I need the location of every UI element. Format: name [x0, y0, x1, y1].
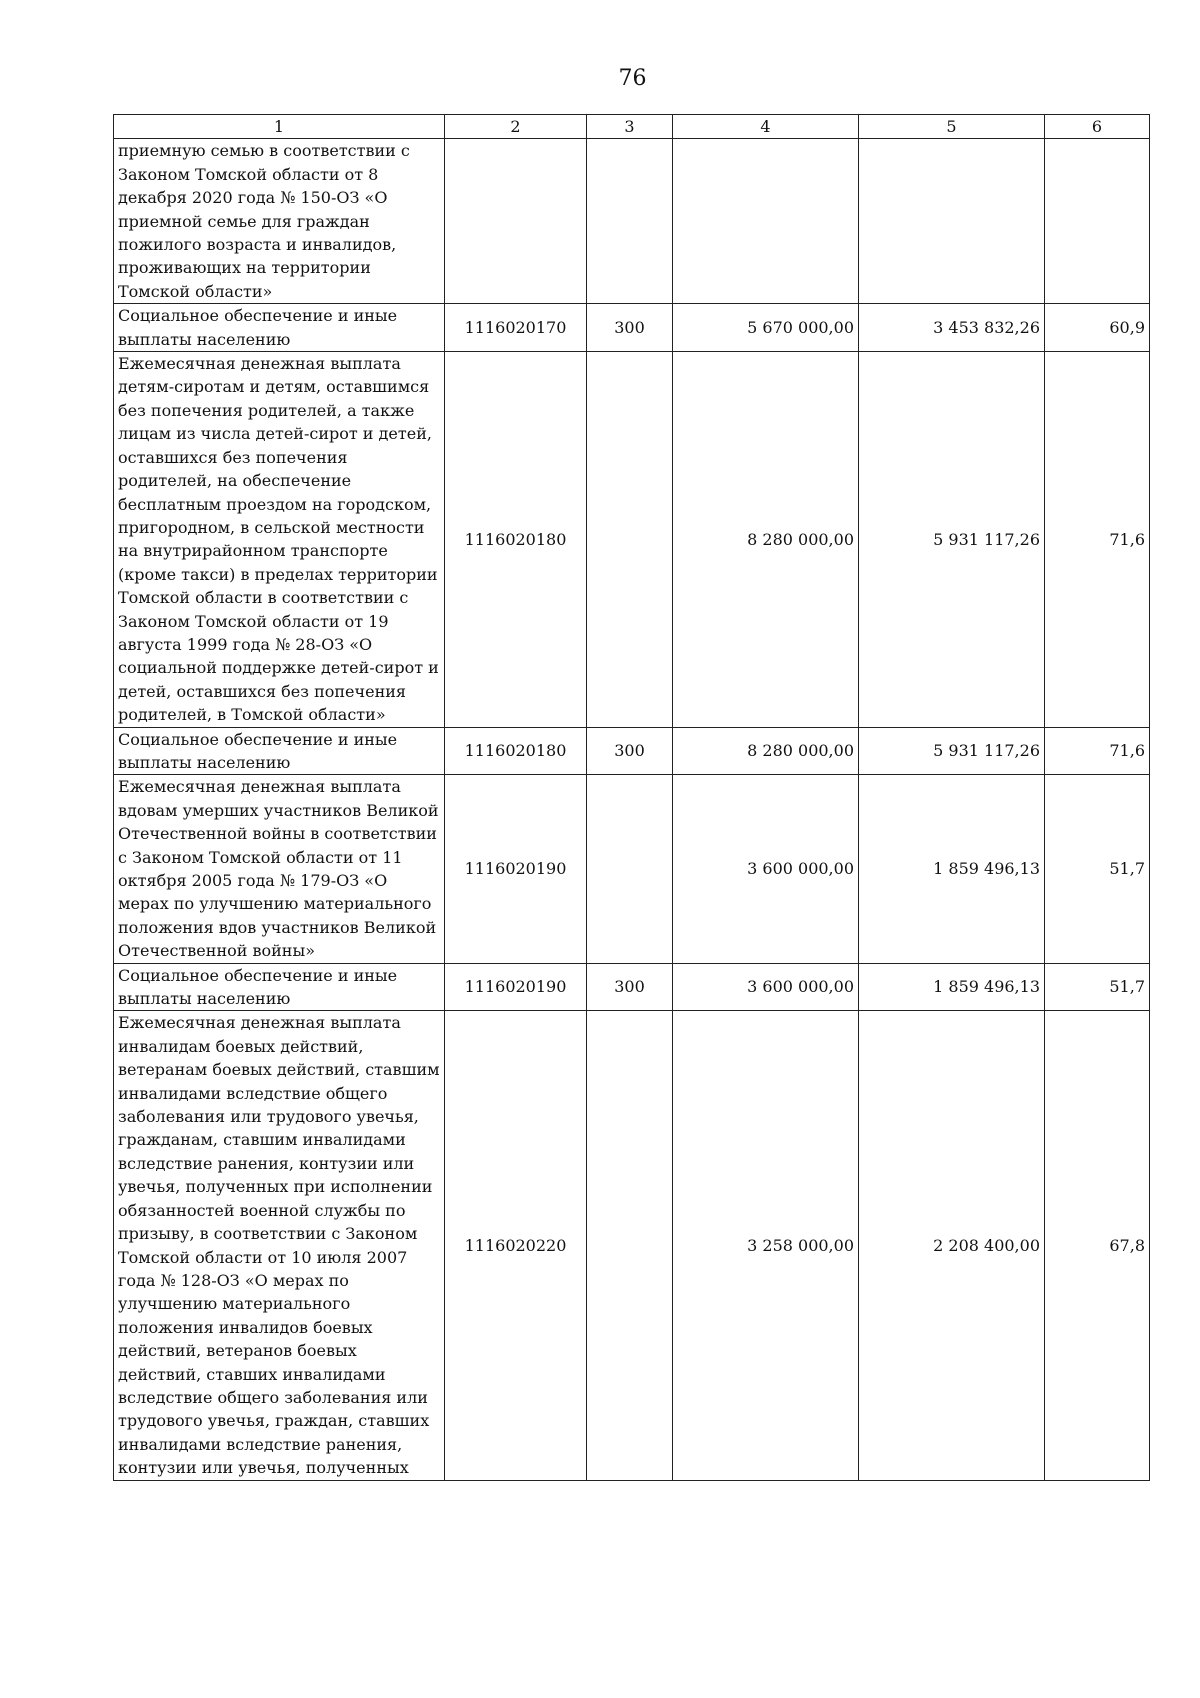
expense-type-code [587, 139, 673, 304]
planned-amount: 3 258 000,00 [673, 1011, 859, 1480]
executed-amount: 1 859 496,13 [859, 775, 1045, 963]
target-article-code: 1116020220 [445, 1011, 587, 1480]
column-header: 5 [859, 115, 1045, 139]
row-description: Социальное обеспечение и иные выплаты населению [114, 727, 445, 775]
execution-percent: 71,6 [1045, 352, 1150, 728]
row-description: Ежемесячная денежная выплата детям-сиротам и детям, оставшимся без попечения родителей, а также лицам из числа детей-сирот и детей, оставшихся без попечения родителей, на обеспечение бесплатным проездом на городском, пригородном, в сельской местности на внутрирайонном транспорте (кроме такси) в пределах территории Томской области в соответствии с Законом Томской области от 19 августа 1999 года № 28-ОЗ «О социальной поддержке детей-сирот и детей, оставшихся без попечения родителей, в Томской области» [114, 352, 445, 728]
row-description: Ежемесячная денежная выплата вдовам умерших участников Великой Отечественной войны в соответствии с Законом Томской области от 11 октября 2005 года № 179-ОЗ «О мерах по улучшению материального положения вдов участников Великой Отечественной войны» [114, 775, 445, 963]
target-article-code: 1116020190 [445, 775, 587, 963]
executed-amount: 2 208 400,00 [859, 1011, 1045, 1480]
executed-amount: 1 859 496,13 [859, 963, 1045, 1011]
target-article-code: 1116020190 [445, 963, 587, 1011]
target-article-code [445, 139, 587, 304]
column-header: 3 [587, 115, 673, 139]
expense-type-code [587, 775, 673, 963]
row-description: Социальное обеспечение и иные выплаты населению [114, 963, 445, 1011]
row-description: приемную семью в соответствии с Законом Томской области от 8 декабря 2020 года № 150-ОЗ «О приемной семье для граждан пожилого возраста и инвалидов, проживающих на территории Томской области» [114, 139, 445, 304]
execution-percent: 60,9 [1045, 304, 1150, 352]
table-row [114, 775, 1150, 963]
page-number: 76 [618, 66, 647, 91]
executed-amount: 5 931 117,26 [859, 352, 1045, 728]
execution-percent: 51,7 [1045, 775, 1150, 963]
table-row [114, 1011, 1150, 1480]
planned-amount: 3 600 000,00 [673, 963, 859, 1011]
table-row [114, 304, 1150, 352]
target-article-code: 1116020180 [445, 727, 587, 775]
planned-amount: 5 670 000,00 [673, 304, 859, 352]
expense-type-code [587, 352, 673, 728]
table-row [114, 139, 1150, 304]
table-row [114, 727, 1150, 775]
target-article-code: 1116020180 [445, 352, 587, 728]
planned-amount: 8 280 000,00 [673, 727, 859, 775]
execution-percent [1045, 139, 1150, 304]
column-header: 1 [114, 115, 445, 139]
executed-amount: 3 453 832,26 [859, 304, 1045, 352]
expense-type-code: 300 [587, 304, 673, 352]
table-header-row [114, 115, 1150, 139]
column-header: 4 [673, 115, 859, 139]
executed-amount: 5 931 117,26 [859, 727, 1045, 775]
column-header: 6 [1045, 115, 1150, 139]
executed-amount [859, 139, 1045, 304]
expense-type-code: 300 [587, 963, 673, 1011]
execution-percent: 51,7 [1045, 963, 1150, 1011]
table-row [114, 963, 1150, 1011]
expense-type-code: 300 [587, 727, 673, 775]
expense-type-code [587, 1011, 673, 1480]
target-article-code: 1116020170 [445, 304, 587, 352]
execution-percent: 67,8 [1045, 1011, 1150, 1480]
column-header: 2 [445, 115, 587, 139]
planned-amount: 8 280 000,00 [673, 352, 859, 728]
execution-percent: 71,6 [1045, 727, 1150, 775]
row-description: Социальное обеспечение и иные выплаты населению [114, 304, 445, 352]
planned-amount [673, 139, 859, 304]
budget-table [113, 114, 1150, 1481]
row-description: Ежемесячная денежная выплата инвалидам боевых действий, ветеранам боевых действий, ставшим инвалидами вследствие общего заболевания или трудового увечья, гражданам, ставшим инвалидами вследствие ранения, контузии или увечья, полученных при исполнении обязанностей военной службы по призыву, в соответствии с Законом Томской области от 10 июля 2007 года № 128-ОЗ «О мерах по улучшению материального положения инвалидов боевых действий, ветеранов боевых действий, ставших инвалидами вследствие общего заболевания или трудового увечья, граждан, ставших инвалидами вследствие ранения, контузии или увечья, полученных [114, 1011, 445, 1480]
planned-amount: 3 600 000,00 [673, 775, 859, 963]
table-row [114, 352, 1150, 728]
